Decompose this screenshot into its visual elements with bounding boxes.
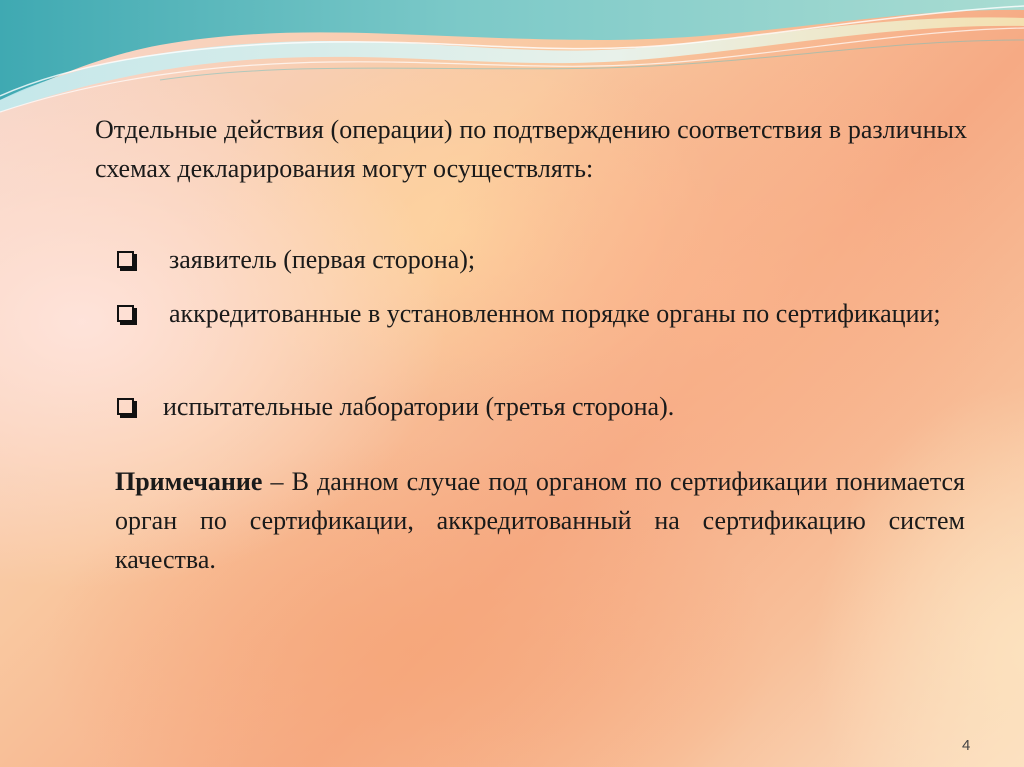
- intro-paragraph: Отдельные действия (операции) по подтверждению соответствия в различных схемах декларирования могут осуществлять:: [95, 115, 967, 183]
- bullet-item: [117, 294, 965, 333]
- page-number: 4: [962, 737, 971, 754]
- note-paragraph: [115, 462, 965, 579]
- note-text: – В данном случае под органом по сертификации понимается орган по сертификации, аккредитованный на сертификацию систем качества.: [115, 467, 965, 574]
- bullet-item: [117, 387, 965, 426]
- bullet-text: испытательные лаборатории (третья сторона).: [163, 392, 675, 421]
- bullet-text: заявитель (первая сторона);: [169, 245, 476, 274]
- bullet-item: [117, 240, 965, 279]
- bullet-text: аккредитованные в установленном порядке органы по сертификации;: [169, 299, 941, 328]
- checkbox-square-icon: [117, 305, 134, 322]
- checkbox-square-icon: [117, 251, 134, 268]
- checkbox-square-icon: [117, 398, 134, 415]
- note-label: Примечание: [115, 467, 263, 496]
